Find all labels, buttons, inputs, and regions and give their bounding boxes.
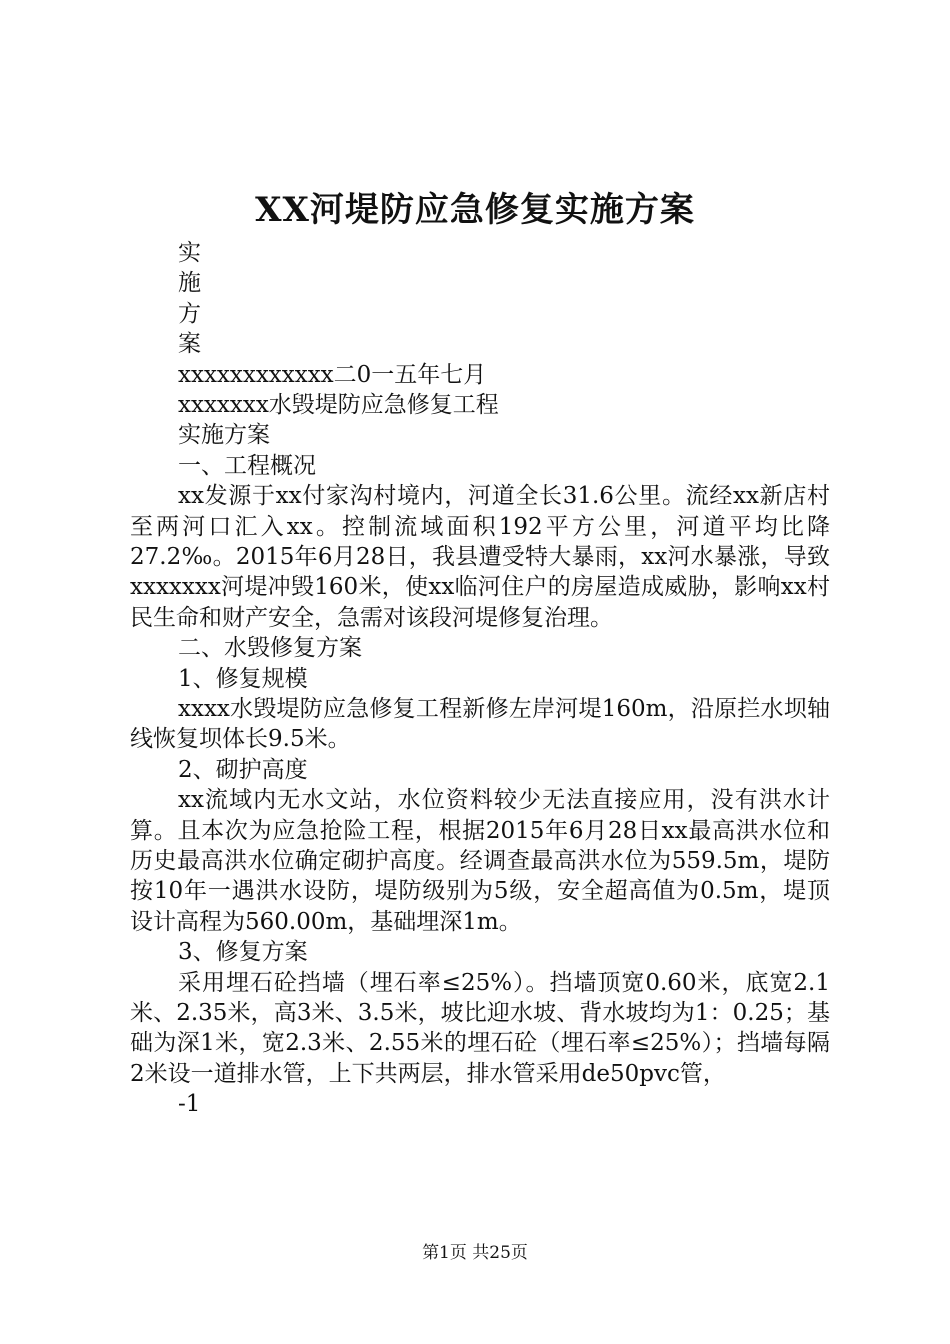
cover-line-3: 方 xyxy=(178,300,201,327)
plan-label: 实施方案 xyxy=(178,422,270,449)
sub3-heading: 3、修复方案 xyxy=(178,939,308,966)
section1-heading: 一、工程概况 xyxy=(178,452,316,479)
section2-heading: 二、水毁修复方案 xyxy=(178,635,362,662)
project-line: xxxxxxx水毁堤防应急修复工程 xyxy=(178,391,499,418)
page-footer: 第1页 共25页 xyxy=(422,1243,528,1263)
meta-line: xxxxxxxxxxxx二0一五年七月 xyxy=(178,361,487,388)
sub2-heading: 2、砌护高度 xyxy=(178,756,308,783)
sub2-paragraph: xx流域内无水文站，水位资料较少无法直接应用，没有洪水计算。且本次为应急抢险工程，根据2015年6月28日xx最高洪水位和历史最高洪水位确定砌护高度。经调查最高洪水位为559.5m，堤防按10年一遇洪水设防，堤防级别为5级，安全超高值为0.5m，堤顶设计高程为560.00m，基础埋深1m。 xyxy=(130,787,830,935)
sub3-paragraph: 采用埋石砼挡墙（埋石率≤25%）。挡墙顶宽0.60米，底宽2.1米、2.35米，高3米、3.5米，坡比迎水坡、背水坡均为1：0.25；基础为深1米，宽2.3米、2.55米的埋石砼（埋石率≤25%）；挡墙每隔2米设一道排水管，上下共两层，排水管采用de50pvc管， xyxy=(130,969,830,1087)
document-title: XX河堤防应急修复实施方案 xyxy=(255,190,695,230)
sub1-paragraph: xxxx水毁堤防应急修复工程新修左岸河堤160m，沿原拦水坝轴线恢复坝体长9.5米。 xyxy=(130,695,830,753)
sub1-heading: 1、修复规模 xyxy=(178,665,308,692)
cover-line-4: 案 xyxy=(178,331,201,358)
section1-paragraph: xx发源于xx付家沟村境内，河道全长31.6公里。流经xx新店村至两河口汇入xx。控制流域面积192平方公里，河道平均比降27.2‰。2015年6月28日，我县遭受特大暴雨，xx河水暴涨，导致xxxxxxx河堤冲毁160米，使xx临河住户的房屋造成威胁，影响xx村民生命和财产安全，急需对该段河堤修复治理。 xyxy=(130,483,830,631)
cover-line-2: 施 xyxy=(178,270,201,297)
page-mark: -1 xyxy=(178,1091,201,1118)
document-body xyxy=(130,238,830,1120)
cover-line-1: 实 xyxy=(178,240,201,266)
